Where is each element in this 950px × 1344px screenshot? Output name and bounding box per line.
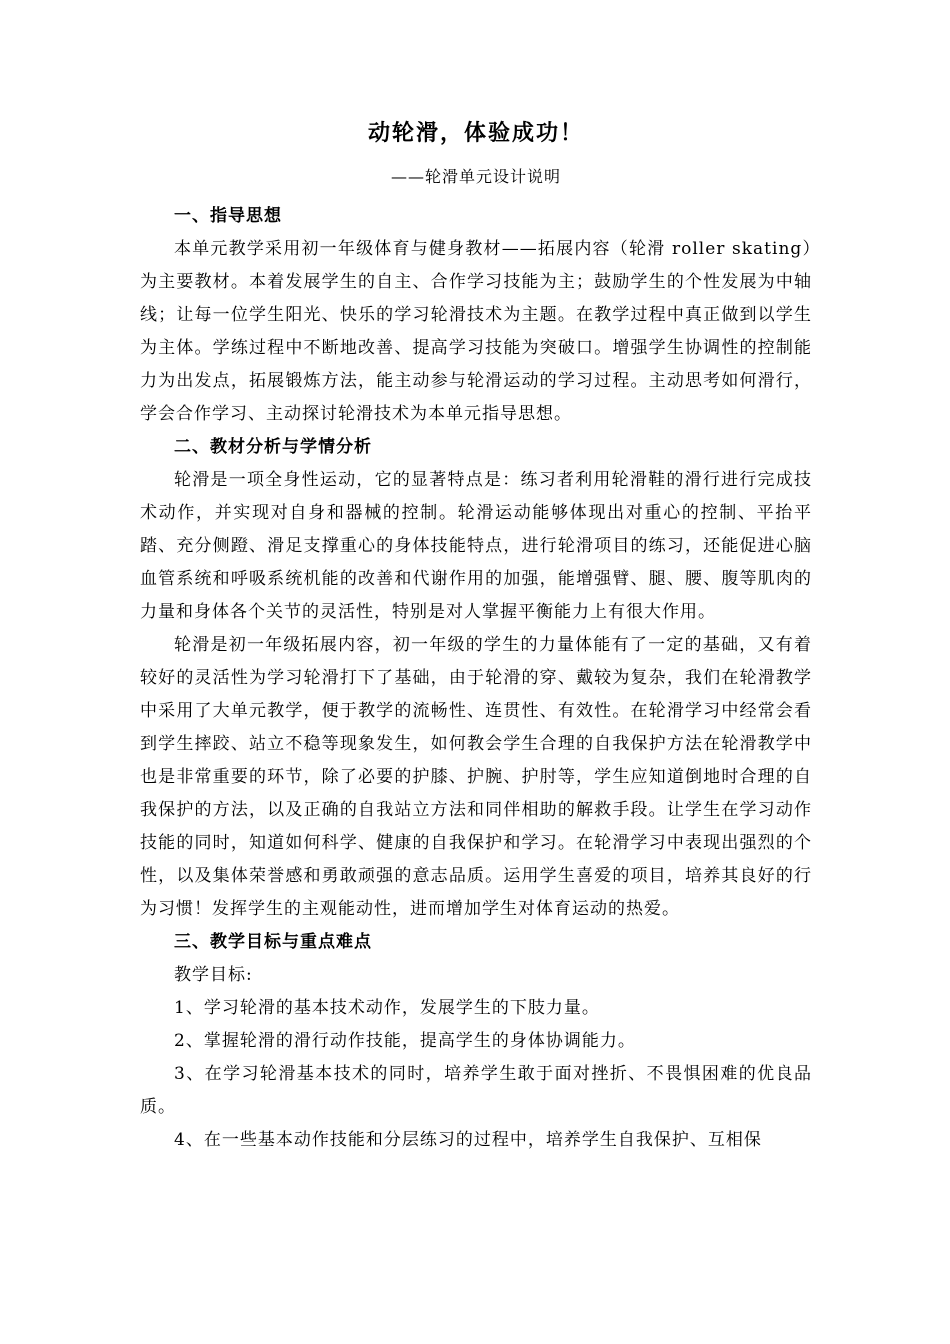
document-title: 动轮滑，体验成功！ [367,120,584,146]
section-heading: 一、指导思想 [174,206,282,226]
paragraph-goal-4: 4、在一些基本动作技能和分层练习的过程中，培养学生自我保护、互相保 [174,1130,762,1150]
section-teaching-goals [140,926,812,1157]
section-heading: 三、教学目标与重点难点 [174,932,372,952]
paragraph: 本单元教学采用初一年级体育与健身教材——拓展内容（轮滑 roller skating）为主要教材。本着发展学生的自主、合作学习技能为主；鼓励学生的个性发展为中轴线；让每一位学生阳光、快乐的学习轮滑技术为主题。在教学过程中真正做到以学生为主体。学练过程中不断地改善、提高学习技能为突破口。增强学生协调性的控制能力为出发点，拓展锻炼方法，能主动参与轮滑运动的学习过程。主动思考如何滑行，学会合作学习、主动探讨轮滑技术为本单元指导思想。 [140,239,812,424]
document-subtitle: ——轮滑单元设计说明 [390,167,561,186]
section-material-analysis [140,431,812,926]
section-heading: 二、教材分析与学情分析 [174,437,372,457]
paragraph: 轮滑是初一年级拓展内容，初一年级的学生的力量体能有了一定的基础，又有着较好的灵活性为学习轮滑打下了基础，由于轮滑的穿、戴较为复杂，我们在轮滑教学中采用了大单元教学，便于教学的流畅性、连贯性、有效性。在轮滑学习中经常会看到学生摔跤、站立不稳等现象发生，如何教会学生合理的自我保护方法在轮滑教学中也是非常重要的环节，除了必要的护膝、护腕、护肘等，学生应知道倒地时合理的自我保护的方法，以及正确的自我站立方法和同伴相助的解救手段。让学生在学习动作技能的同时，知道如何科学、健康的自我保护和学习。在轮滑学习中表现出强烈的个性，以及集体荣誉感和勇敢顽强的意志品质。运用学生喜爱的项目，培养其良好的行为习惯！发挥学生的主观能动性，进而增加学生对体育运动的热爱。 [140,635,812,919]
paragraph-goal-1: 1、学习轮滑的基本技术动作，发展学生的下肢力量。 [174,998,600,1018]
paragraph-goal-3: 3、在学习轮滑基本技术的同时，培养学生敢于面对挫折、不畏惧困难的优良品质。 [140,1064,812,1117]
paragraph-goals-label: 教学目标: [174,965,253,985]
paragraph: 轮滑是一项全身性运动，它的显著特点是：练习者利用轮滑鞋的滑行进行完成技术动作，并实现对自身和器械的控制。轮滑运动能够体现出对重心的控制、平抬平踏、充分侧蹬、滑足支撑重心的身体技能特点，进行轮滑项目的练习，还能促进心脑血管系统和呼吸系统机能的改善和代谢作用的加强，能增强臂、腿、腰、腹等肌肉的力量和身体各个关节的灵活性，特别是对人掌握平衡能力上有很大作用。 [140,470,812,622]
document-content [140,118,812,1157]
paragraph-goal-2: 2、掌握轮滑的滑行动作技能，提高学生的身体协调能力。 [174,1031,636,1051]
section-guiding-thought [140,200,812,431]
